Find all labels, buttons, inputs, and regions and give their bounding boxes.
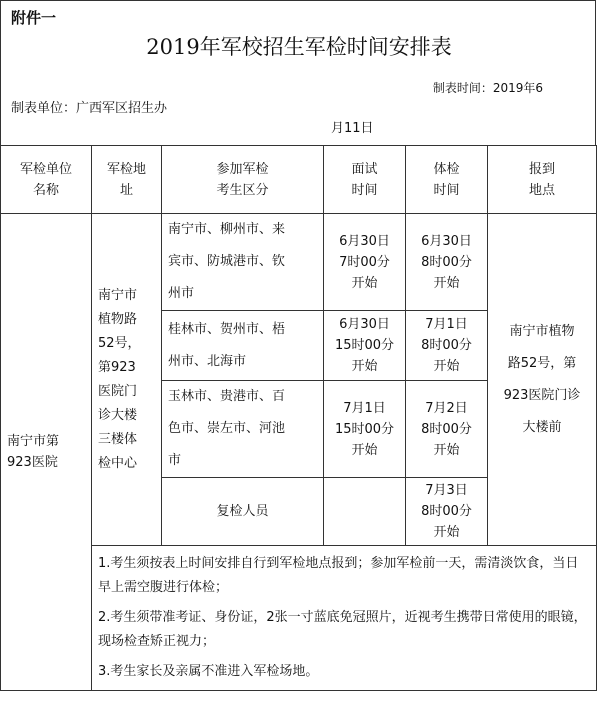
cell-line: 7时00分 xyxy=(339,254,390,270)
header-address xyxy=(92,146,162,214)
cell-line: 第923 xyxy=(98,359,136,375)
cell-line: 诊大楼 xyxy=(98,407,138,423)
cell-line: 开始 xyxy=(433,359,460,374)
cell-line: 8时00分 xyxy=(421,254,472,270)
cell-line: 15时00分 xyxy=(334,338,395,353)
cell-line: 7月1日 xyxy=(425,317,468,332)
cell-line: 时间 xyxy=(351,182,378,198)
unit-name-cell xyxy=(1,214,92,691)
cell-line: 南宁市、柳州市、来 xyxy=(168,222,286,237)
cell-line: 6月30日 xyxy=(339,317,390,332)
header-interview-time xyxy=(324,146,406,214)
cell-line: 开始 xyxy=(433,525,460,540)
cell-line: 路52号，第 xyxy=(507,355,577,371)
page-title: 2019年军校招生军检时间安排表 xyxy=(146,35,452,59)
note-item: 3.考生家长及亲属不准进入军检场地。 xyxy=(98,664,319,679)
date-line-1: 制表时间：2019年6 xyxy=(432,81,543,95)
table-row xyxy=(1,214,597,311)
cell-line: 面试 xyxy=(351,161,378,177)
cell-line: 色市、崇左市、河池 xyxy=(168,421,286,436)
cell-line: 参加军检 xyxy=(216,161,269,177)
cell-line: 8时00分 xyxy=(421,421,472,437)
exam-time-cell xyxy=(406,381,488,478)
exam-time-cell xyxy=(406,214,488,311)
cell-line: 6月30日 xyxy=(421,233,472,249)
cell-line: 6月30日 xyxy=(339,233,390,249)
cell-line: 开始 xyxy=(351,275,378,291)
cell-line: 桂林市、贺州市、梧 xyxy=(168,321,286,337)
cell-line: 州市 xyxy=(168,286,195,301)
cell-line: 报到 xyxy=(528,161,555,177)
cell-line: 军检地 xyxy=(106,161,146,177)
date-line-2: 月11日 xyxy=(331,121,374,136)
cell-line: 宾市、防城港市、钦 xyxy=(168,254,286,269)
cell-line: 复检人员 xyxy=(216,504,269,519)
cell-line: 大楼前 xyxy=(522,419,562,435)
cell-line: 8时00分 xyxy=(421,504,472,519)
notes-cell xyxy=(92,546,597,691)
header-exam-time xyxy=(406,146,488,214)
cell-line: 玉林市、贵港市、百 xyxy=(168,389,286,404)
cell-line: 军检单位 xyxy=(19,161,72,177)
interview-time-cell xyxy=(324,311,406,381)
cell-line: 考生区分 xyxy=(216,182,269,198)
cell-line: 检中心 xyxy=(98,455,138,471)
cell-line: 开始 xyxy=(433,275,460,291)
cell-line: 15时00分 xyxy=(334,421,395,437)
cell-line: 植物路 xyxy=(98,311,138,327)
cell-line: 医院门 xyxy=(98,383,138,399)
region-cell xyxy=(162,478,324,546)
cell-line: 三楼体 xyxy=(98,431,138,447)
cell-line: 址 xyxy=(119,182,133,198)
cell-line: 时间 xyxy=(433,182,460,198)
cell-line: 7月3日 xyxy=(425,483,468,498)
cell-line: 52号， xyxy=(98,335,141,351)
cell-line: 7月2日 xyxy=(425,400,468,416)
cell-line: 南宁市植物 xyxy=(509,323,575,339)
schedule-table xyxy=(0,145,597,691)
cell-line: 南宁市第 xyxy=(7,434,60,449)
interview-time-cell xyxy=(324,214,406,311)
exam-time-cell xyxy=(406,478,488,546)
report-place-cell xyxy=(488,214,597,546)
cell-line: 地点 xyxy=(528,182,555,198)
cell-line: 开始 xyxy=(351,359,378,374)
cell-line: 7月1日 xyxy=(343,400,386,416)
interview-time-cell xyxy=(324,478,406,546)
issuing-unit: 制表单位：广西军区招生办 xyxy=(11,101,168,116)
cell-line: 开始 xyxy=(433,442,460,458)
header-unit-name xyxy=(1,146,92,214)
cell-line: 体检 xyxy=(433,161,460,177)
region-cell xyxy=(162,381,324,478)
table-header-row xyxy=(1,146,597,214)
cell-line: 市 xyxy=(168,453,182,468)
cell-line: 923医院门诊 xyxy=(503,387,581,403)
cell-line: 8时00分 xyxy=(421,338,472,353)
exam-time-cell xyxy=(406,311,488,381)
header-region xyxy=(162,146,324,214)
address-cell xyxy=(92,214,162,546)
header-block xyxy=(0,0,596,145)
note-item: 1.考生须按表上时间安排自行到军检地点报到；参加军检前一天，需清淡饮食，当日早上需空腹进行体检； xyxy=(98,556,579,595)
cell-line: 名称 xyxy=(32,182,59,198)
annex-label: 附件一 xyxy=(11,9,57,27)
cell-line: 开始 xyxy=(351,442,378,458)
region-cell xyxy=(162,214,324,311)
region-cell xyxy=(162,311,324,381)
cell-line: 923医院 xyxy=(7,455,58,470)
cell-line: 州市、北海市 xyxy=(168,353,247,369)
note-item: 2.考生须带准考证、身份证，2张一寸蓝底免冠照片，近视考生携带日常使用的眼镜，现场检查矫正视力； xyxy=(98,610,587,649)
header-report-place xyxy=(488,146,597,214)
cell-line: 南宁市 xyxy=(98,287,138,303)
interview-time-cell xyxy=(324,381,406,478)
